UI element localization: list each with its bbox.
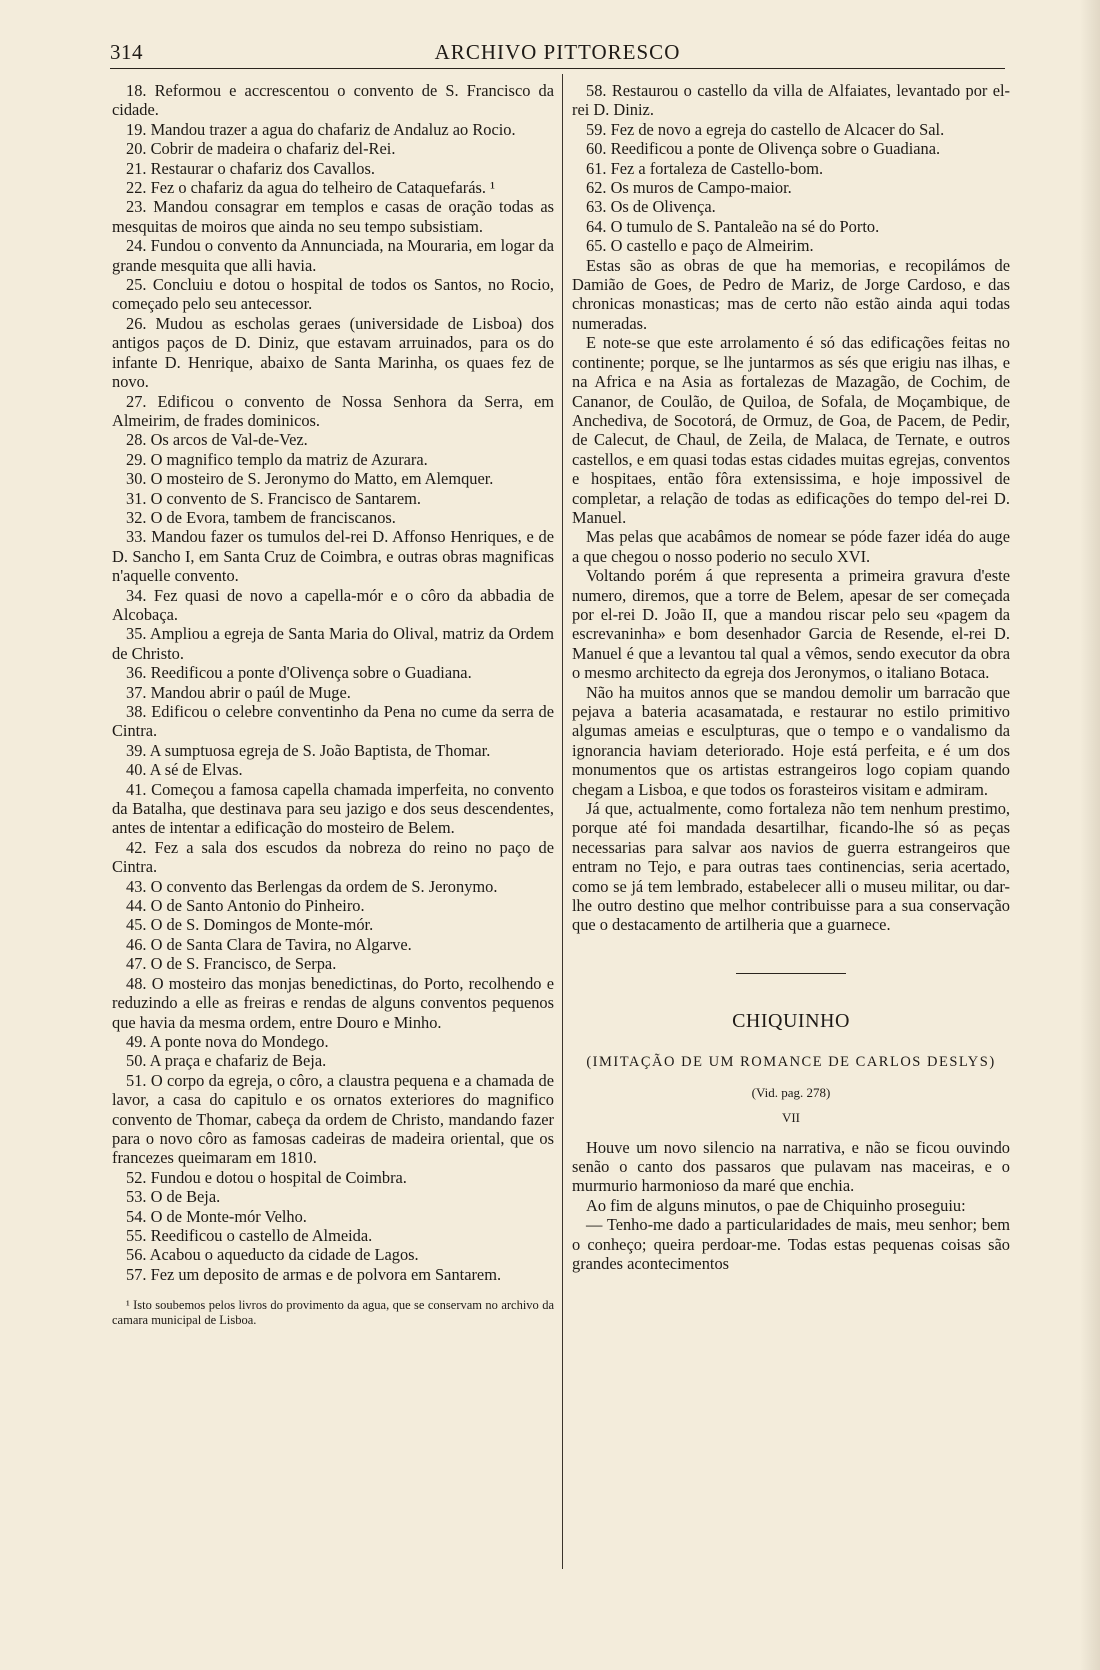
running-title: ARCHIVO PITTORESCO — [434, 40, 681, 64]
list-item: 55. Reedificou o castello de Almeida. — [126, 1225, 373, 1245]
list-item: 50. A praça e chafariz de Beja. — [126, 1051, 327, 1071]
header-rule — [110, 68, 1005, 69]
list-item: 62. Os muros de Campo-maior. — [586, 178, 792, 198]
list-item: 64. O tumulo de S. Pantaleão na sé do Porto. — [586, 216, 880, 236]
list-item: 65. O castello e paço de Almeirim. — [586, 236, 814, 256]
list-item: 18. Reformou e accrescentou o convento de S. Francisco da cidade. — [112, 81, 554, 120]
section-separator — [736, 973, 846, 974]
section-title: CHIQUINHO — [732, 1009, 850, 1032]
list-item: 40. A sé de Elvas. — [126, 760, 243, 780]
list-item: 54. O de Monte-mór Velho. — [126, 1206, 307, 1226]
list-item: 56. Acabou o aqueducto da cidade de Lagos. — [126, 1245, 419, 1265]
left-column — [112, 81, 554, 1328]
list-item: 53. O de Beja. — [126, 1187, 221, 1207]
list-item: 36. Reedificou a ponte d'Olivença sobre o Guadiana. — [126, 663, 472, 683]
body-paragraph: Mas pelas que acabâmos de nomear se póde fazer idéa do auge a que chegou o nosso poderio no seculo XVI. — [572, 527, 1010, 566]
list-item: 61. Fez a fortaleza de Castello-bom. — [586, 158, 824, 178]
right-column — [572, 81, 1010, 1273]
column-divider — [562, 74, 563, 1569]
list-item: 22. Fez o chafariz da agua do telheiro de Cataquefarás. ¹ — [126, 178, 495, 198]
list-item: 34. Fez quasi de novo a capella-mór e o côro da abbadia de Alcobaça. — [112, 585, 554, 624]
list-item: 60. Reedificou a ponte de Olivença sobre o Guadiana. — [586, 139, 941, 159]
list-item: 41. Começou a famosa capella chamada imperfeita, no convento da Batalha, que destinava para seu jazigo e dos seus descendentes, antes de intentar a edificação do mosteiro de Belem. — [112, 779, 554, 838]
body-paragraph: Houve um novo silencio na narrativa, e não se ficou ouvindo senão o canto dos passaros que pulavam nas maceiras, e o murmurio harmonioso da maré que enchia. — [572, 1137, 1010, 1196]
list-item: 57. Fez um deposito de armas e de polvora em Santarem. — [126, 1264, 502, 1284]
list-item: 33. Mandou fazer os tumulos del-rei D. Affonso Henriques, e de D. Sancho I, em Santa Cruz de Coimbra, e outras obras magnificas n'aquelle convento. — [112, 527, 554, 586]
list-item: 51. O corpo da egreja, o côro, a claustra pequena e a chamada de lavor, a casa do capitulo e os ornatos exteriores do magnifico convento de Thomar, cabeça da ordem de Christo, mandando fazer para o novo côro as famosas cadeiras de madeira oriental, que os francezes queimaram em 1810. — [112, 1070, 554, 1168]
list-item: 45. O de S. Domingos de Monte-mór. — [126, 915, 374, 935]
footnote: ¹ Isto soubemos pelos livros do provimento da agua, que se conservam no archivo da camara municipal de Lisboa. — [112, 1298, 554, 1328]
list-item: 25. Concluiu e dotou o hospital de todos os Santos, no Rocio, começado pelo seu antecessor. — [112, 275, 554, 314]
list-item: 35. Ampliou a egreja de Santa Maria do Olival, matriz da Ordem de Christo. — [112, 624, 554, 663]
page-edge-shadow — [1080, 0, 1100, 1670]
list-item: 47. O de S. Francisco, de Serpa. — [126, 954, 337, 974]
body-paragraph: Já que, actualmente, como fortaleza não tem nenhum prestimo, porque até foi mandada desartilhar, ficando-lhe só as peças necessarias para salvar aos navios de guerra estrangeiros que entram no Tejo, e para outras taes continencias, seria acertado, como se já tem lembrado, estabelecer alli o museu militar, ou dar-lhe outro destino que melhor contribuisse para a sua conservação que o destacamento de artilheria que a guarnece. — [572, 799, 1010, 935]
list-item: 19. Mandou trazer a agua do chafariz de Andaluz ao Rocio. — [126, 119, 516, 139]
list-item: 44. O de Santo Antonio do Pinheiro. — [126, 896, 365, 916]
list-item: 29. O magnifico templo da matriz de Azurara. — [126, 449, 428, 469]
section-reference: (Vid. pag. 278) — [751, 1084, 831, 1100]
list-item: 59. Fez de novo a egreja do castello de Alcacer do Sal. — [586, 119, 945, 139]
list-item: 49. A ponte nova do Mondego. — [126, 1031, 329, 1051]
list-item: 58. Restaurou o castello da villa de Alfaiates, levantado por el-rei D. Diniz. — [572, 81, 1010, 120]
body-paragraph: — Tenho-me dado a particularidades de mais, meu senhor; bem o conheço; queira perdoar-me. Todas estas pequenas coisas são grandes acontecimentos — [572, 1215, 1010, 1273]
list-item: 31. O convento de S. Francisco de Santarem. — [126, 488, 421, 508]
list-item: 63. Os de Olivença. — [586, 197, 716, 217]
chapter-number: VII — [781, 1110, 801, 1126]
list-item: 46. O de Santa Clara de Tavira, no Algarve. — [126, 934, 412, 954]
list-item: 52. Fundou e dotou o hospital de Coimbra. — [126, 1167, 407, 1187]
list-item: 21. Restaurar o chafariz dos Cavallos. — [126, 158, 375, 178]
body-paragraph: Estas são as obras de que ha memorias, e recopilámos de Damião de Goes, de Pedro de Mariz, de Jorge Cardoso, e das chronicas monasticas; mas de certo não estão ainda aqui todas numeradas. — [572, 255, 1010, 333]
body-paragraph: E note-se que este arrolamento é só das edificações feitas no continente; porque, se lhe juntarmos as sés que erigiu nas ilhas, e na Africa e na Asia as fortalezas de Mazagão, de Cochim, de Cananor, de Coulão, de Quiloa, de Sofala, de Moçambique, de Anchediva, de Socotorá, de Ormuz, de Goa, de Pacem, de Pedir, de Calecut, de Chaul, de Zeila, de Malaca, de Ternate, e outros castellos, e em quasi todas estas cidades muitas egrejas, conventos e hospitaes, então fôra extensissima, e hoje impossivel de completar, a relação de todas as edificações do tempo del-rei D. Manuel. — [572, 333, 1010, 527]
list-item: 26. Mudou as escholas geraes (universidade de Lisboa) dos antigos paços de D. Diniz, que estavam arruinados, para os do infante D. Henrique, abaixo de Santa Marinha, os quaes fez de novo. — [112, 313, 554, 392]
list-item: 23. Mandou consagrar em templos e casas de oração todas as mesquitas de moiros que ainda no seu tempo subsistiam. — [112, 197, 554, 236]
list-item: 38. Edificou o celebre conventinho da Pena no cume da serra de Cintra. — [112, 702, 554, 741]
list-item: 24. Fundou o convento da Annunciada, na Mouraria, em logar da grande mesquita que alli havia. — [112, 236, 554, 275]
list-item: 43. O convento das Berlengas da ordem de S. Jeronymo. — [126, 876, 498, 896]
list-item: 48. O mosteiro das monjas benedictinas, do Porto, recolhendo e reduzindo a elle as freiras e rendas de alguns conventos pequenos que havia da mesma ordem, entre Douro e Minho. — [112, 973, 554, 1032]
section-subtitle: (IMITAÇÃO DE UM ROMANCE DE CARLOS DESLYS) — [586, 1054, 996, 1071]
list-item: 39. A sumptuosa egreja de S. João Baptista, de Thomar. — [126, 740, 491, 760]
list-item: 37. Mandou abrir o paúl de Muge. — [126, 682, 351, 702]
list-item: 27. Edificou o convento de Nossa Senhora da Serra, em Almeirim, de frades dominicos. — [112, 391, 554, 430]
list-item: 28. Os arcos de Val-de-Vez. — [126, 430, 308, 450]
list-item: 32. O de Evora, tambem de franciscanos. — [126, 507, 396, 527]
page-number: 314 — [110, 40, 143, 64]
body-paragraph: Voltando porém á que representa a primeira gravura d'este numero, diremos, que a torre de Belem, apesar de ser começada por el-rei D. João II, que a mandou riscar pelo seu «pagem da escrevaninha» e bom desenhador Garcia de Resende, el-rei D. Manuel é que a levantou tal qual a vêmos, sendo executor da obra o mesmo architecto da egreja dos Jeronymos, o italiano Botaca. — [572, 566, 1010, 683]
list-item: 20. Cobrir de madeira o chafariz del-Rei. — [126, 139, 396, 159]
body-paragraph: Ao fim de alguns minutos, o pae de Chiquinho proseguiu: — [586, 1195, 966, 1215]
list-item: 42. Fez a sala dos escudos da nobreza do reino no paço de Cintra. — [112, 837, 554, 877]
page-header — [110, 40, 1005, 66]
body-paragraph: Não ha muitos annos que se mandou demolir um barracão que pejava a bateria acasamatada, e restaurar no estilo primitivo algumas ameias e esculpturas, que o tempo e o vandalismo da ignorancia haviam deteriorado. Hoje está perfeita, e é um dos monumentos que os artistas estrangeiros logo copiam quando chegam a Lisboa, e que todos os forasteiros visitam e admiram. — [572, 682, 1010, 799]
list-item: 30. O mosteiro de S. Jeronymo do Matto, em Alemquer. — [126, 469, 494, 489]
